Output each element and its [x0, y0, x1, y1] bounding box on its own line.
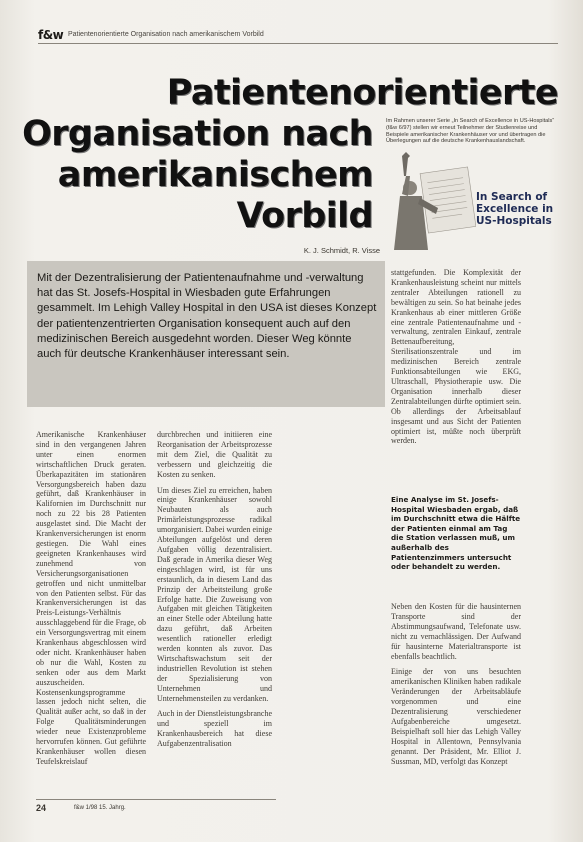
footer-text: f&w 1/98 15. Jahrg.: [74, 805, 126, 811]
pull-quote: Eine Analyse im St. Josefs-Hospital Wiesbaden ergab, daß im Durchschnitt etwa die Hälfte der Patienten einmal am Tag die Station verlassen muß, um außerhalb des Patientenzimmers untersucht oder behandelt zu werden.: [391, 495, 521, 572]
title-line-2: Organisation nach: [22, 114, 373, 154]
column-3-paragraph-1: stattgefunden. Die Komplexität der Krankenhausleistung scheint nur mittels zentraler Abteilungen rationell zu bewältigen zu sein. So hat beinahe jedes Krankenhaus ab einer mittleren Größe eine zentrale Patientenaufnahme und -verwaltung, zentralen Einkauf, zentrale Bettenaufbereitung, Sterilisationszentrale und im medizinischen Bereich zentrale Funktionsabteilungen wie EKG, Ultraschall, Physiotherapie usw. Die Organisation innerhalb dieser Zentralabteilungen dürfte optimiert sein. Ob allerdings der Arbeitsablauf insgesamt und aus Sicht der Patienten optimiert ist, müßte noch überprüft werden.: [391, 268, 521, 446]
title-line-1: Patientenorientierte: [166, 73, 558, 113]
column-1-text: Amerikanische Krankenhäuser sind in den vergangenen Jahren unter einen enormen wirtschaftlichen Druck geraten. Überkapazitäten im stationären Versorgungsbereich haben dazu geführt, daß Krankenhäuser in Kalifornien im Durchschnitt nur noch zu 22 bis 28 Patienten ausgelastet sind. Die Macht der Krankenversicherungen ist enorm gestiegen. Die Wahl eines geeigneten Krankenhauses wird zunehmend von Versicherungsorganisationen getroffen und nicht unmittelbar von den Patienten selbst. Für das Krankenversicherungen ist das Preis-Leistungs-Verhältnis ausschlaggebend für die Frage, ob ein Versorgungsvertrag mit einem Krankenhaus abgeschlossen wird oder nicht. Krankenhäuser haben ob nur die Wahl, Kosten zu senken oder aus dem Markt auszuscheiden. Kostensenkungsprogramme lassen jedoch nicht selten, die Qualität außer acht, so daß in der Folge Qualitätsminderungen wieder neue Existenzprobleme hervorrufen können. Gut geführte Krankenhäuser wollen diesen Teufelskreislauf: [36, 430, 146, 766]
authors: K. J. Schmidt, R. Visse: [303, 246, 380, 255]
column-3-bottom: [391, 602, 521, 773]
title-line-4: Vorbild: [236, 196, 373, 236]
statue-of-liberty-icon: [380, 150, 476, 260]
magazine-logo: f&w: [38, 28, 64, 42]
column-3-top: [391, 268, 521, 452]
column-2: [157, 430, 272, 755]
header-text: Patientenorientierte Organisation nach amerikanischem Vorbild: [68, 31, 264, 38]
header-rule: [38, 43, 558, 44]
series-title: In Search of Excellence in US-Hospitals: [476, 191, 554, 227]
column-3-paragraph-2: Neben den Kosten für die hausinternen Transporte sind der Abstimmungsaufwand, Telefonate usw. nicht zu vernachlässigen. Der Aufwand für hausinterne Materialtransporte ist ebenfalls beachtlich.: [391, 602, 521, 661]
page-number: 24: [36, 803, 47, 813]
footer-rule: [36, 799, 276, 800]
running-header: [38, 30, 558, 42]
column-2-paragraph-2: Um dieses Ziel zu erreichen, haben einige Krankenhäuser sowohl Neubauten als auch Primärleistungsprozesse radikal umorganisiert. Dabei wurden einige Abteilungen aufgelöst und deren Aufgaben völlig dezentralisiert. Daß gerade in Amerika dieser Weg eingeschlagen wird, ist für uns erstaunlich, da in diesem Land das Prinzip der Arbeitsteilung große Erfolge hatte. Die Zuweisung von Aufgaben mit gleichen Tätigkeiten an einer Stelle oder Abteilung hatte dazu geführt, daß Arbeiten wesentlich rationeller erledigt werden konnten als zuvor. Das Wirtschaftswachstum seit der industriellen Revolution ist stehen der Spezialisierung von Unternehmen und Unternehmensteilen zu verdanken.: [157, 485, 272, 703]
column-2-paragraph-3: Auch in der Dienstleistungsbranche und speziell im Krankenhausbereich hat diese Aufgabenzentralisation: [157, 709, 272, 749]
lead-paragraph: Mit der Dezentralisierung der Patientenaufnahme und -verwaltung hat das St. Josefs-Hospital in Wiesbaden gute Erfahrungen gesammelt. Im Lehigh Valley Hospital in den USA ist dieses Konzept der patientenzentrierten Organisation konsequent auch auf den medizinischen Bereich ausgedehnt worden. Dieser Weg könnte auch für deutsche Krankenhäuser interessant sein.: [37, 272, 377, 361]
column-3-paragraph-3: Einige der von uns besuchten amerikanischen Kliniken haben radikale Veränderungen der Arbeitsabläufe vorgenommen und eine Dezentralisierung verschiedener Aufgabenbereiche umgesetzt. Beispielhaft soll hier das Lehigh Valley Hospital in Allentown, Pennsylvania genannt. Der Präsident, Mr. Elliot J. Sussman, MD, verfolgt das Konzept: [391, 667, 521, 766]
title-line-3: amerikanischem: [57, 155, 373, 195]
column-1: [36, 430, 146, 773]
column-2-paragraph-1: durchbrechen und initiieren eine Reorganisation der Arbeitsprozesse mit dem Ziel, die Qualität zu verbessern und gleichzeitig die Kosten zu senken.: [157, 430, 272, 479]
series-note: Im Rahmen unserer Serie „In Search of Excellence in US-Hospitals“ (f&w 6/97) stellen wir erneut Teilnehmer der Studienreise und Beispiele amerikanischer Krankenhäuser vor und übertragen die Überlegungen auf die deutsche Krankenhauslandschaft.: [386, 118, 555, 145]
